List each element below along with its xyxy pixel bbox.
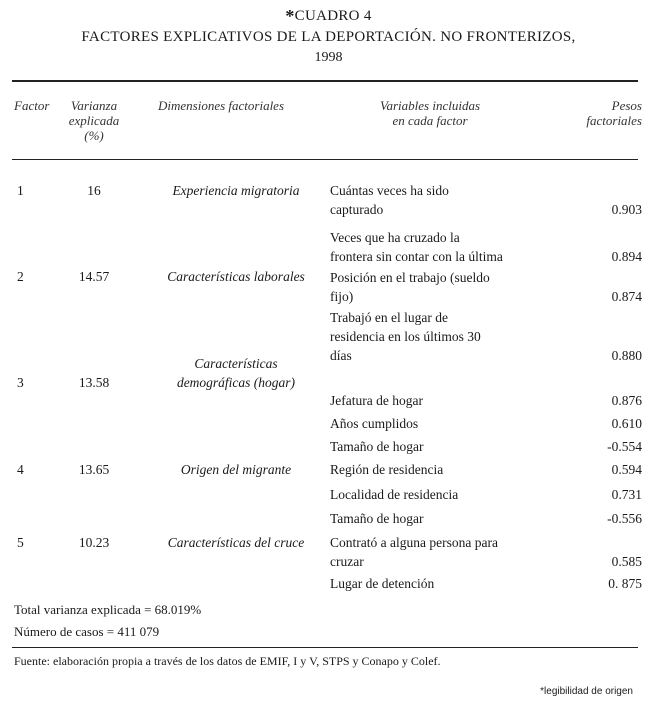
- factor-loading: 0.894: [611, 249, 642, 264]
- variable-name-line: Posición en el trabajo (sueldo: [330, 270, 490, 285]
- factor-dimension-line: Características: [194, 356, 278, 371]
- table-number: [0, 6, 657, 27]
- header-varianza-line: (%): [84, 128, 104, 143]
- variable-name-line: frontera sin contar con la última: [330, 249, 503, 264]
- explained-variance: 14.57: [78, 269, 110, 284]
- variable-name: [330, 228, 503, 266]
- header-factor: Factor: [14, 98, 50, 113]
- variable-name: [330, 460, 443, 479]
- variable-name: [330, 485, 458, 504]
- header-variables-line: en cada factor: [392, 113, 468, 128]
- factor-dimension-line: Características laborales: [167, 269, 305, 284]
- variable-name: [330, 509, 424, 528]
- factor-dimension-line: Experiencia migratoria: [172, 183, 300, 198]
- factor-loading: 0. 875: [608, 576, 642, 591]
- factor-dimension: [148, 354, 324, 392]
- variable-name: [330, 181, 449, 219]
- factor-dimension: [148, 181, 324, 200]
- header-variables-line: Variables incluidas: [379, 98, 481, 113]
- variable-name-line: Veces que ha cruzado la: [330, 230, 460, 245]
- factor-number: 3: [17, 375, 24, 390]
- table-year: 1998: [314, 50, 343, 65]
- factor-dimension-line: Origen del migrante: [180, 462, 292, 477]
- variable-name-line: Años cumplidos: [330, 416, 419, 431]
- factor-loading: 0.876: [611, 393, 642, 408]
- explained-variance: 10.23: [78, 535, 110, 550]
- variable-name: [330, 391, 423, 410]
- factor-number: 4: [17, 462, 24, 477]
- table-number-text: CUADRO 4: [294, 8, 372, 24]
- factor-dimension: [148, 460, 324, 479]
- variable-name-line: capturado: [330, 202, 384, 217]
- variable-name: [330, 268, 490, 306]
- header-rule: [12, 159, 638, 160]
- header-pesos-line: factoriales: [586, 113, 642, 128]
- table-title: FACTORES EXPLICATIVOS DE LA DEPORTACIÓN. NO FRONTERIZOS,: [81, 29, 576, 45]
- variable-name-line: Trabajó en el lugar de: [330, 310, 448, 325]
- variable-name-line: Jefatura de hogar: [330, 393, 423, 408]
- variable-name-line: residencia en los últimos 30: [330, 329, 481, 344]
- factor-loading: 0.594: [611, 462, 642, 477]
- variable-name: [330, 574, 434, 593]
- factor-loading: 0.874: [611, 289, 642, 304]
- header-pesos-line: Pesos: [611, 98, 642, 113]
- legibility-note: *legibilidad de origen: [540, 686, 633, 697]
- explained-variance: 16: [87, 183, 101, 198]
- factor-dimension-line: Características del cruce: [167, 535, 305, 550]
- source-note: Fuente: elaboración propia a través de los datos de EMIF, I y V, STPS y Conapo y Colef.: [14, 654, 441, 668]
- variable-name: [330, 437, 424, 456]
- variable-name-line: Contrató a alguna persona para: [330, 535, 498, 550]
- factor-dimension: [148, 533, 324, 552]
- factor-loading: 0.903: [611, 202, 642, 217]
- factor-loading: 0.880: [611, 348, 642, 363]
- header-varianza: [62, 98, 126, 143]
- total-variance: Total varianza explicada = 68.019%: [14, 602, 202, 617]
- variable-name-line: Tamaño de hogar: [330, 511, 424, 526]
- variable-name-line: Localidad de residencia: [330, 487, 459, 502]
- footer-rule: [12, 647, 638, 648]
- variable-name-line: Lugar de detención: [330, 576, 435, 591]
- factor-loading: -0.554: [607, 439, 642, 454]
- variable-name-line: fijo): [330, 289, 354, 304]
- factor-dimension: [148, 267, 324, 286]
- factor-dimension-line: demográficas (hogar): [176, 375, 296, 390]
- header-pesos: [560, 98, 642, 128]
- header-varianza-line: explicada: [68, 113, 120, 128]
- explained-variance: 13.65: [78, 462, 110, 477]
- header-variables: [330, 98, 530, 128]
- top-rule: [12, 80, 638, 82]
- title-marker: *: [285, 6, 295, 26]
- factor-number: 5: [17, 535, 24, 550]
- variable-name-line: Tamaño de hogar: [330, 439, 424, 454]
- variable-name-line: Cuántas veces ha sido: [330, 183, 449, 198]
- variable-name-line: cruzar: [330, 554, 364, 569]
- explained-variance: 13.58: [78, 375, 110, 390]
- variable-name-line: días: [330, 348, 352, 363]
- variable-name: [330, 533, 498, 571]
- case-count: Número de casos = 411 079: [14, 624, 160, 639]
- factor-loading: 0.731: [611, 487, 642, 502]
- header-varianza-line: Varianza: [70, 98, 118, 113]
- factor-loading: 0.610: [611, 416, 642, 431]
- variable-name: [330, 308, 481, 365]
- variable-name-line: Región de residencia: [330, 462, 444, 477]
- factor-number: 1: [17, 183, 24, 198]
- factor-loading: -0.556: [607, 511, 642, 526]
- variable-name: [330, 414, 418, 433]
- factor-loading: 0.585: [611, 554, 642, 569]
- factor-number: 2: [17, 269, 24, 284]
- header-dimensiones: Dimensiones factoriales: [158, 98, 285, 113]
